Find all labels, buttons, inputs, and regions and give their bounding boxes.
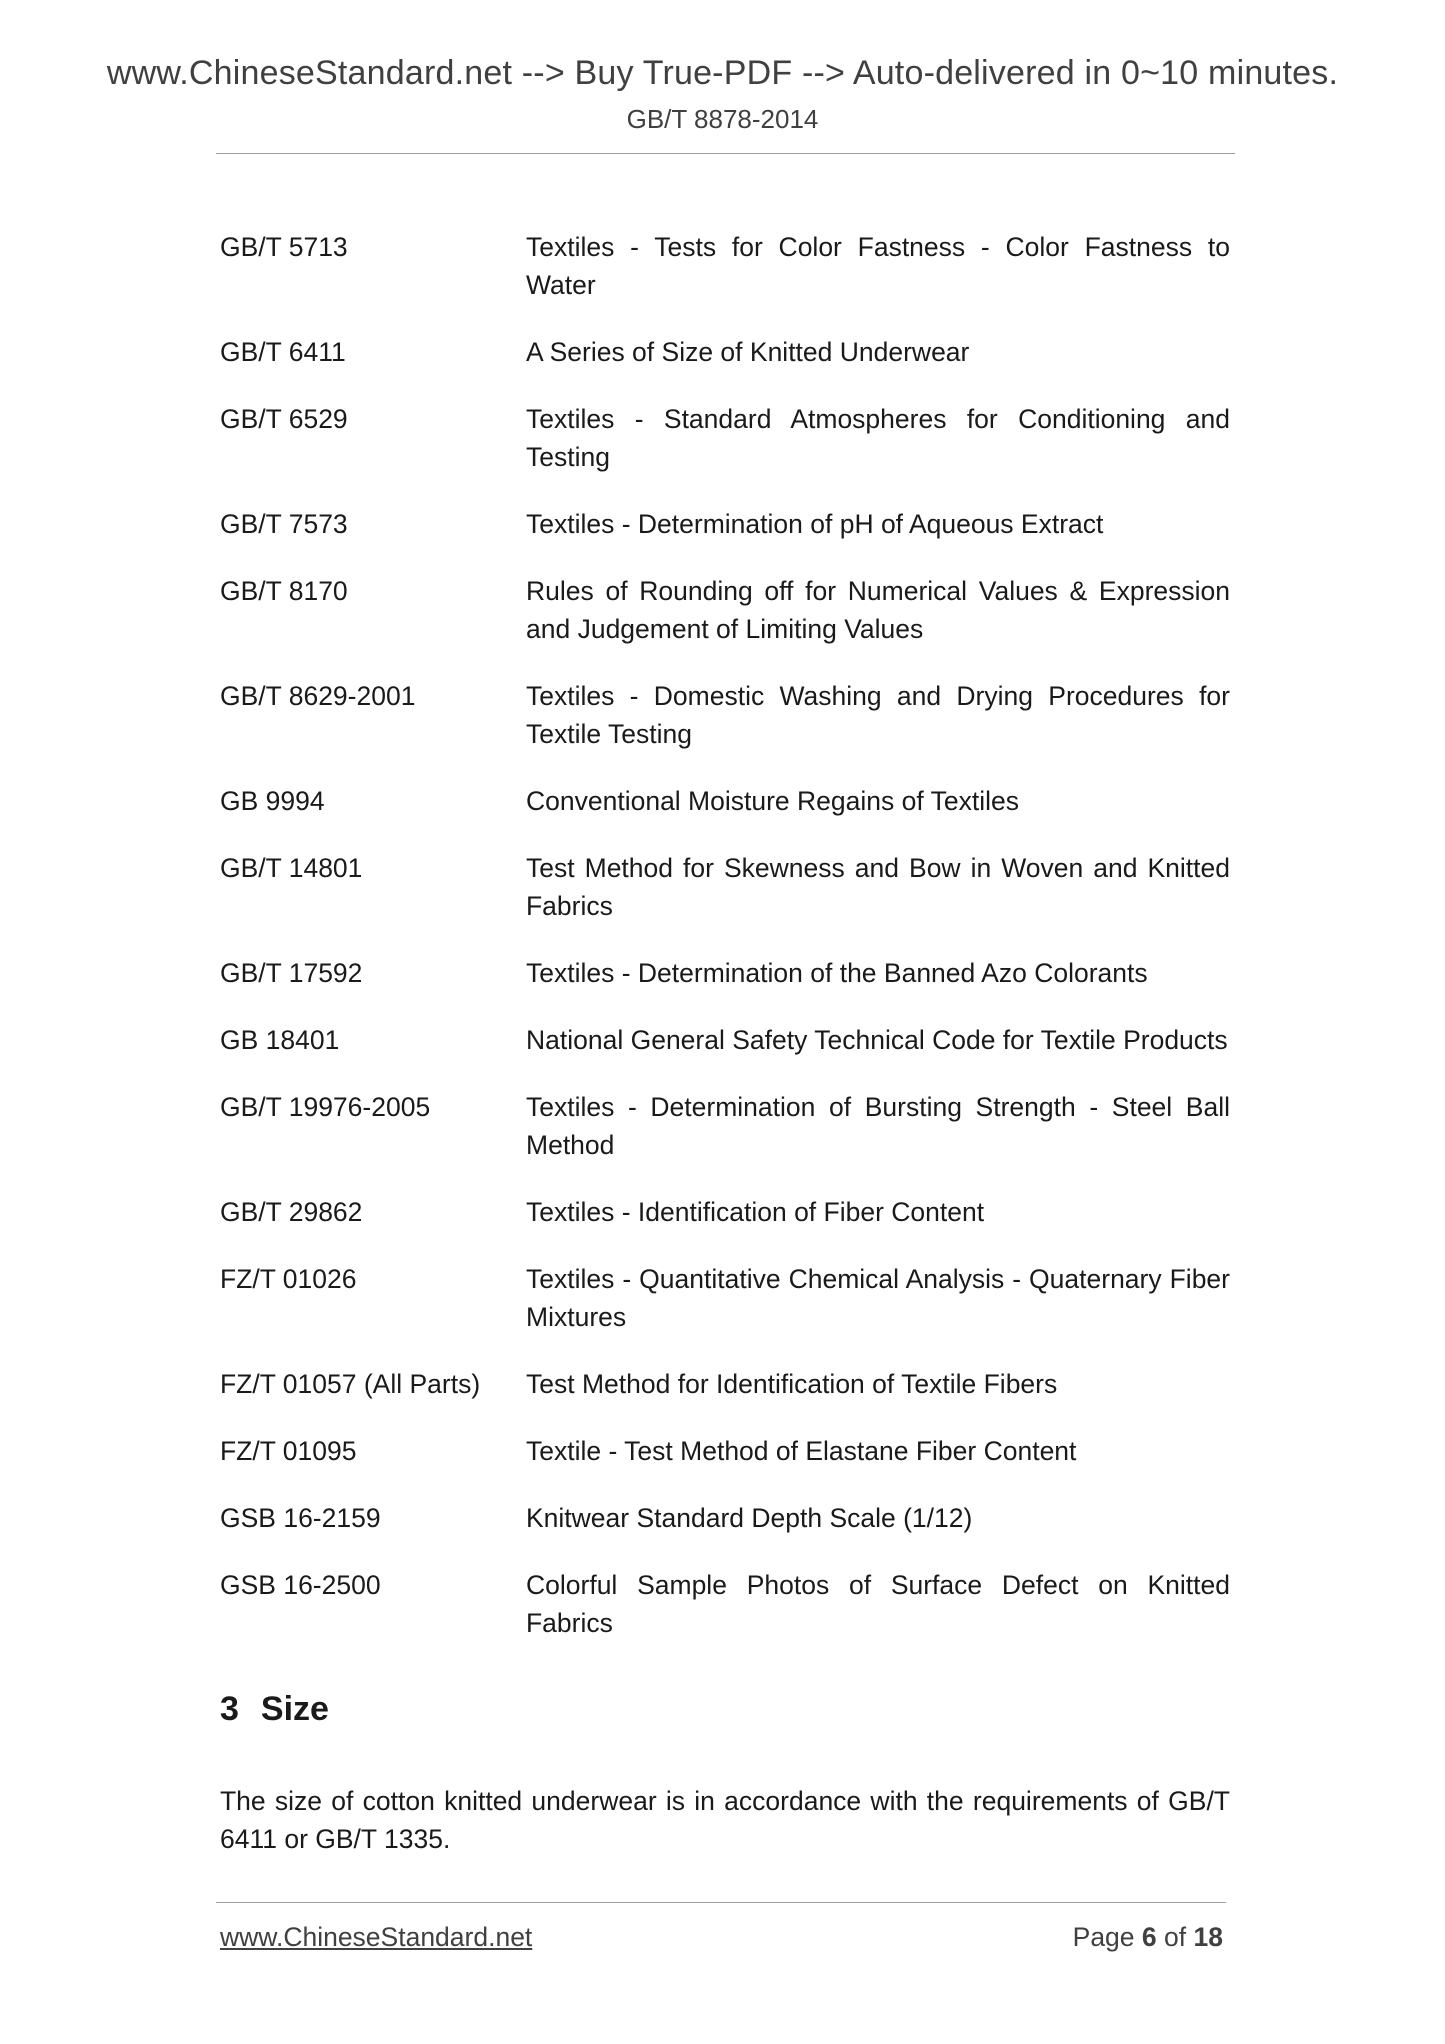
reference-code: GB/T 17592 xyxy=(220,958,363,988)
reference-code: FZ/T 01095 xyxy=(220,1436,357,1466)
reference-title: Textiles - Quantitative Chemical Analysis - Quaternary Fiber Mixtures xyxy=(526,1264,1230,1332)
reference-code: GB/T 7573 xyxy=(220,509,348,539)
page-prefix: Page xyxy=(1072,1922,1135,1952)
reference-row xyxy=(220,1193,1230,1231)
section-paragraph: The size of cotton knitted underwear is in accordance with the requirements of GB/T 6411 or GB/T 1335. xyxy=(220,1786,1230,1854)
reference-row xyxy=(220,1499,1230,1537)
reference-code: GB/T 8170 xyxy=(220,576,348,606)
reference-row xyxy=(220,1432,1230,1470)
reference-row xyxy=(220,333,1230,371)
reference-title: Knitwear Standard Depth Scale (1/12) xyxy=(526,1503,973,1533)
reference-title: Textiles - Determination of the Banned Azo Colorants xyxy=(526,958,1148,988)
reference-row xyxy=(220,572,1230,648)
reference-row xyxy=(220,849,1230,925)
header-banner: www.ChineseStandard.net --> Buy True-PDF --> Auto-delivered in 0~10 minutes. xyxy=(106,54,1339,92)
reference-code: GB/T 29862 xyxy=(220,1197,363,1227)
reference-title: National General Safety Technical Code for Textile Products xyxy=(526,1025,1228,1055)
page-indicator xyxy=(1073,1922,1223,1953)
reference-code: GB/T 14801 xyxy=(220,853,363,883)
header-divider xyxy=(216,153,1235,154)
document-code: GB/T 8878-2014 xyxy=(626,104,819,134)
reference-code: GB/T 19976-2005 xyxy=(220,1092,431,1122)
reference-row xyxy=(220,677,1230,753)
reference-title: Textiles - Domestic Washing and Drying Procedures for Textile Testing xyxy=(526,681,1230,749)
section-number: 3 xyxy=(220,1690,239,1728)
reference-title: Textiles - Determination of Bursting Strength - Steel Ball Method xyxy=(526,1092,1230,1160)
reference-row xyxy=(220,782,1230,820)
reference-code: GB/T 6411 xyxy=(220,337,346,367)
reference-title: A Series of Size of Knitted Underwear xyxy=(526,337,970,367)
reference-code: FZ/T 01026 xyxy=(220,1264,357,1294)
reference-row xyxy=(220,1566,1230,1642)
reference-title: Test Method for Identification of Textile Fibers xyxy=(526,1369,1058,1399)
reference-row xyxy=(220,228,1230,304)
footer-website-link[interactable]: www.ChineseStandard.net xyxy=(220,1922,533,1952)
reference-code: GB/T 8629-2001 xyxy=(220,681,416,711)
page-of: of xyxy=(1164,1922,1187,1952)
reference-title: Textiles - Standard Atmospheres for Conditioning and Testing xyxy=(526,404,1230,472)
section-title: Size xyxy=(260,1690,329,1728)
reference-row xyxy=(220,954,1230,992)
section-heading xyxy=(220,1690,329,1729)
footer-divider xyxy=(216,1902,1226,1903)
reference-code: GB/T 5713 xyxy=(220,232,348,262)
reference-title: Rules of Rounding off for Numerical Values & Expression and Judgement of Limiting Values xyxy=(526,576,1230,644)
reference-title: Textiles - Determination of pH of Aqueous Extract xyxy=(526,509,1104,539)
page-total: 18 xyxy=(1193,1922,1223,1952)
reference-code: GB 18401 xyxy=(220,1025,340,1055)
reference-row xyxy=(220,400,1230,476)
reference-row xyxy=(220,1021,1230,1059)
reference-code: GB/T 6529 xyxy=(220,404,348,434)
reference-code: GB 9994 xyxy=(220,786,325,816)
reference-title: Textiles - Identification of Fiber Content xyxy=(526,1197,985,1227)
reference-row xyxy=(220,1260,1230,1336)
reference-title: Conventional Moisture Regains of Textiles xyxy=(526,786,1019,816)
reference-title: Test Method for Skewness and Bow in Woven and Knitted Fabrics xyxy=(526,853,1230,921)
reference-title: Colorful Sample Photos of Surface Defect on Knitted Fabrics xyxy=(526,1570,1230,1638)
reference-row xyxy=(220,1088,1230,1164)
reference-code: FZ/T 01057 (All Parts) xyxy=(220,1369,481,1399)
page-current: 6 xyxy=(1141,1922,1157,1952)
reference-row xyxy=(220,1365,1230,1403)
reference-code: GSB 16-2159 xyxy=(220,1503,381,1533)
reference-title: Textiles - Tests for Color Fastness - Color Fastness to Water xyxy=(526,232,1230,300)
normative-references-list xyxy=(220,228,1230,1671)
reference-code: GSB 16-2500 xyxy=(220,1570,381,1600)
reference-title: Textile - Test Method of Elastane Fiber Content xyxy=(526,1436,1077,1466)
reference-row xyxy=(220,505,1230,543)
